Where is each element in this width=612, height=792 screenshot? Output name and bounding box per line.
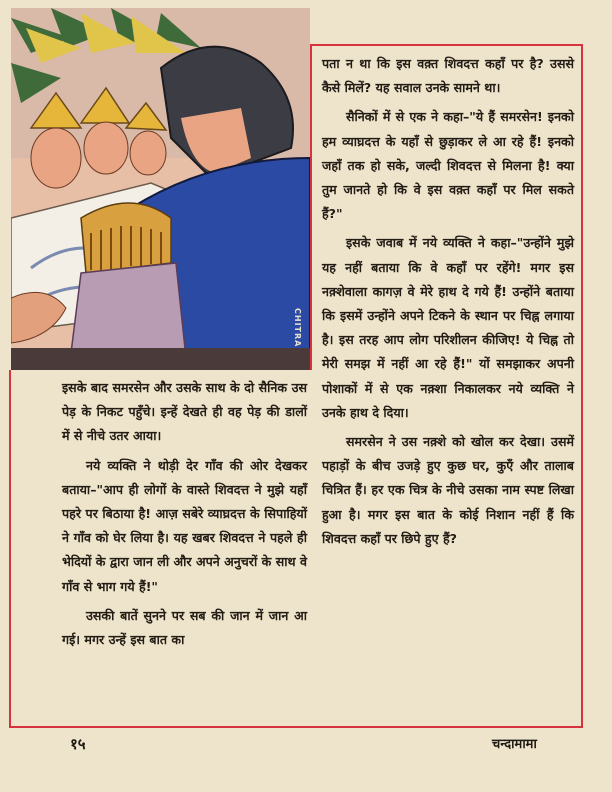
right-text-column: [322, 52, 574, 556]
frame-line-top: [312, 44, 583, 46]
illustration-drawing: [11, 8, 310, 370]
paragraph: समरसेन ने उस नक़्शे को खोल कर देखा। उसमें पहाड़ों के बीच उजड़े हुए कुछ घर, कुएँ और तालाब चित्रित हैं। हर एक चित्र के नीचे उसका नाम स्पष्ट लिखा हुआ है। मगर इस बात के कोई निशान नहीं हैं कि शिवदत्त कहाँ पर छिपे हुए हैं?: [322, 434, 574, 546]
illustrator-signature: CHITRA: [293, 308, 302, 348]
paragraph: इसके जवाब में नये व्यक्ति ने कहा–"उन्होंने मुझे यह नहीं बताया कि वे कहाँ पर रहेंगे! मगर इस नक़्शेवाला कागज़ वे मेरे हाथ दे गये हैं! उन्होंने बताया कि इसमें उन्होंने अपने टिकने के स्थान पर चिह्न लगाया है। इस तरह आप लोग परिशीलन कीजिए! ये चिह्न तो मेरी समझ में नहीं आ रहे हैं!" यों समझाकर अपनी पोशाकों में से एक नक़्शा निकालकर नये व्यक्ति ने उनके हाथ दे दिया।: [322, 235, 574, 420]
frame-line-bottom: [9, 726, 583, 728]
magazine-name: चन्दामामा: [492, 737, 537, 752]
paragraph: पता न था कि इस वक़्त शिवदत्त कहाँ पर है? उससे कैसे मिलें? यह सवाल उनके सामने था।: [322, 56, 574, 96]
paragraph: उसकी बातें सुनने पर सब की जान में जान आ गई। मगर उन्हें इस बात का: [62, 607, 307, 648]
paragraph: सैनिकों में से एक ने कहा–"ये हैं समरसेन! इनको हम व्याघ्रदत्त के यहाँ से छुड़ाकर ले आ रहे हैं! इनको जहाँ तक हो सके, जल्दी शिवदत्त से मिलना है! क्या तुम जानते हो कि वे इस वक़्त कहाँ पर मिल सकते हैं?": [322, 109, 574, 222]
story-illustration: [11, 8, 310, 370]
frame-line-right: [581, 44, 583, 728]
paragraph: इसके बाद समरसेन और उसके साथ के दो सैनिक उस पेड़ के निकट पहुँचे। इन्हें देखते ही वह पेड़ की डालों में से नीचे उतर आया।: [62, 380, 307, 444]
page-number: १५: [70, 735, 86, 753]
frame-line-illustration: [310, 44, 312, 370]
frame-line-left: [9, 370, 11, 728]
left-text-column: [62, 376, 307, 657]
paragraph: नये व्यक्ति ने थोड़ी देर गाँव की ओर देखकर बताया–"आप ही लोगों के वास्ते शिवदत्त ने मुझे यहाँ पहरे पर बिठाया है! आज़ सबेरे व्याघ्रदत्त के सिपाहियों ने गाँव को घेर लिया है। यह खबर शिवदत्त ने पहले ही भेदियों के द्वारा जान ली और अपने अनुचरों के साथ वे गाँव से भाग गये हैं!": [62, 457, 307, 594]
